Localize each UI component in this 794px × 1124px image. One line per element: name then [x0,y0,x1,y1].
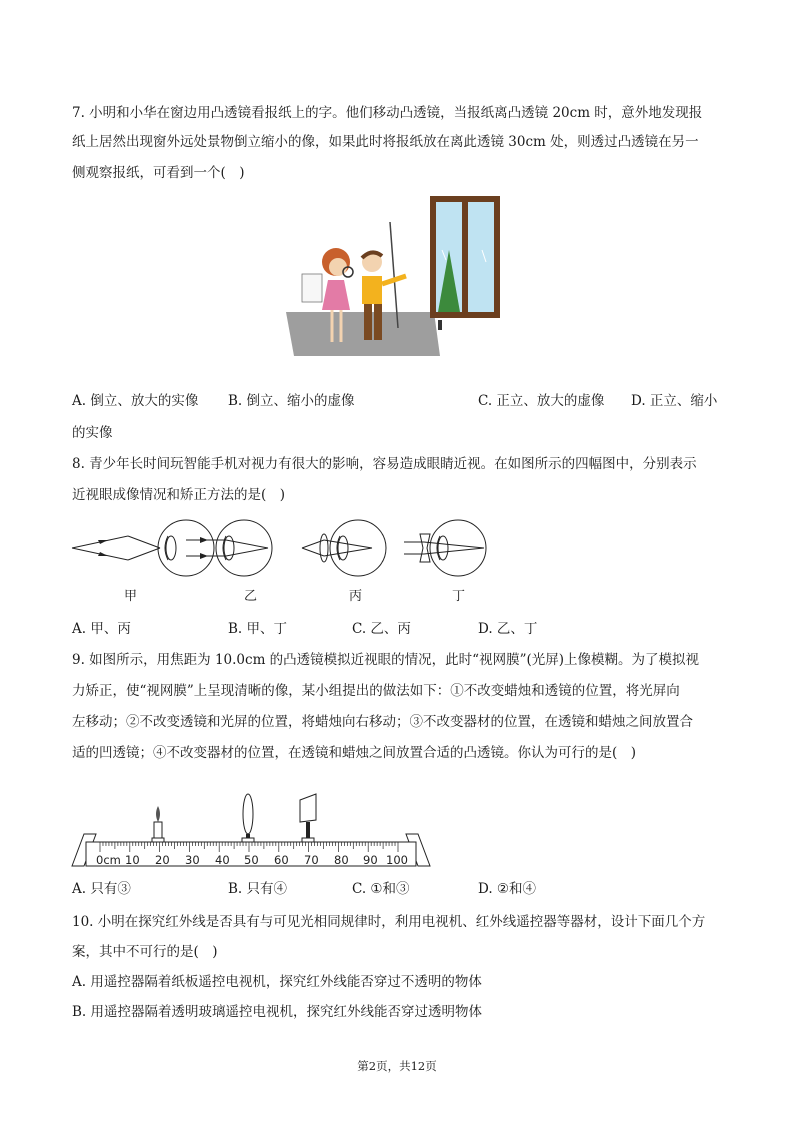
q9-option-d[interactable]: D. ②和④ [478,881,537,897]
q9-optical-bench [70,792,432,870]
light-screen [300,794,316,842]
q9-option-c[interactable]: C. ①和③ [352,881,410,897]
ruler-label-70: 70 [304,853,319,867]
eye-diagram-yi [186,520,272,576]
q7-line-1: 7. 小明和小华在窗边用凸透镜看报纸上的字。他们移动凸透镜，当报纸离凸透镜 20cm 时，意外地发现报 [72,105,703,121]
q9-line-1: 9. 如图所示，用焦距为 10.0cm 的凸透镜模拟近视眼的情况，此时“视网膜”(光屏)上像模糊。为了模拟视 [72,652,700,668]
page-footer: 第2页，共12页 [357,1059,437,1073]
q8-caption-jia: 甲 [124,589,138,604]
convex-lens [242,794,254,842]
q8-caption-bing: 丙 [349,589,363,604]
ruler-label-50: 50 [244,853,259,867]
q8-option-d[interactable]: D. 乙、丁 [478,621,538,637]
q7-line-2: 纸上居然出现窗外远处景物倒立缩小的像，如果此时将报纸放在离此透镜 30cm 处，则透过凸透镜在另一 [72,134,699,150]
ruler-label-90: 90 [363,853,378,867]
eye-diagram-jia [72,520,214,576]
q7-option-a[interactable]: A. 倒立、放大的实像 [72,393,199,409]
q7-option-b[interactable]: B. 倒立、缩小的虚像 [228,393,355,409]
ruler-label-40: 40 [215,853,230,867]
q9-line-2: 力矫正，使“视网膜”上呈现清晰的像，某小组提出的做法如下：①不改变蜡烛和透镜的位置，将光屏向 [72,683,680,699]
q8-option-a[interactable]: A. 甲、丙 [72,621,131,637]
q8-eye-diagrams [68,518,498,582]
eye-diagram-ding [404,520,486,576]
q7-option-d[interactable]: D. 正立、缩小 [631,393,718,409]
ruler-label-100: 100 [386,853,408,867]
candle [152,806,164,842]
q9-line-4: 适的凹透镜；④不改变器材的位置，在透镜和蜡烛之间放置合适的凸透镜。你认为可行的是( ) [72,745,637,761]
q10-option-a[interactable]: A. 用遥控器隔着纸板遥控电视机，探究红外线能否穿过不透明的物体 [72,974,482,990]
q7-children-window-illustration [286,192,502,358]
ruler-label-20: 20 [155,853,170,867]
q8-option-c[interactable]: C. 乙、丙 [352,621,411,637]
q8-caption-yi: 乙 [244,589,258,604]
q9-option-a[interactable]: A. 只有③ [72,881,131,897]
q10-option-b[interactable]: B. 用遥控器隔着透明玻璃遥控电视机，探究红外线能否穿过透明物体 [72,1004,483,1020]
q8-option-b[interactable]: B. 甲、丁 [228,621,288,637]
ruler-label-10: 10 [125,853,140,867]
q7-option-d-continued: 的实像 [72,425,113,441]
ruler-label-0: 0cm [96,853,121,867]
ruler-label-30: 30 [185,853,200,867]
ruler-label-60: 60 [274,853,289,867]
q7-option-c[interactable]: C. 正立、放大的虚像 [478,393,605,409]
q10-line-1: 10. 小明在探究红外线是否具有与可见光相同规律时，利用电视机、红外线遥控器等器材，设计下面几个方 [72,914,706,930]
q10-line-2: 案，其中不可行的是( ) [72,944,218,960]
q8-line-1: 8. 青少年长时间玩智能手机对视力有很大的影响，容易造成眼睛近视。在如图所示的四幅图中，分别表示 [72,456,697,472]
ruler-label-80: 80 [334,853,349,867]
q8-line-2: 近视眼成像情况和矫正方法的是( ) [72,487,286,503]
q7-line-3: 侧观察报纸，可看到一个( ) [72,165,245,181]
q9-line-3: 左移动；②不改变透镜和光屏的位置，将蜡烛向右移动；③不改变器材的位置，在透镜和蜡烛之间放置合 [72,714,693,730]
eye-diagram-bing [302,520,386,576]
q9-option-b[interactable]: B. 只有④ [228,881,288,897]
q8-caption-ding: 丁 [452,589,466,604]
